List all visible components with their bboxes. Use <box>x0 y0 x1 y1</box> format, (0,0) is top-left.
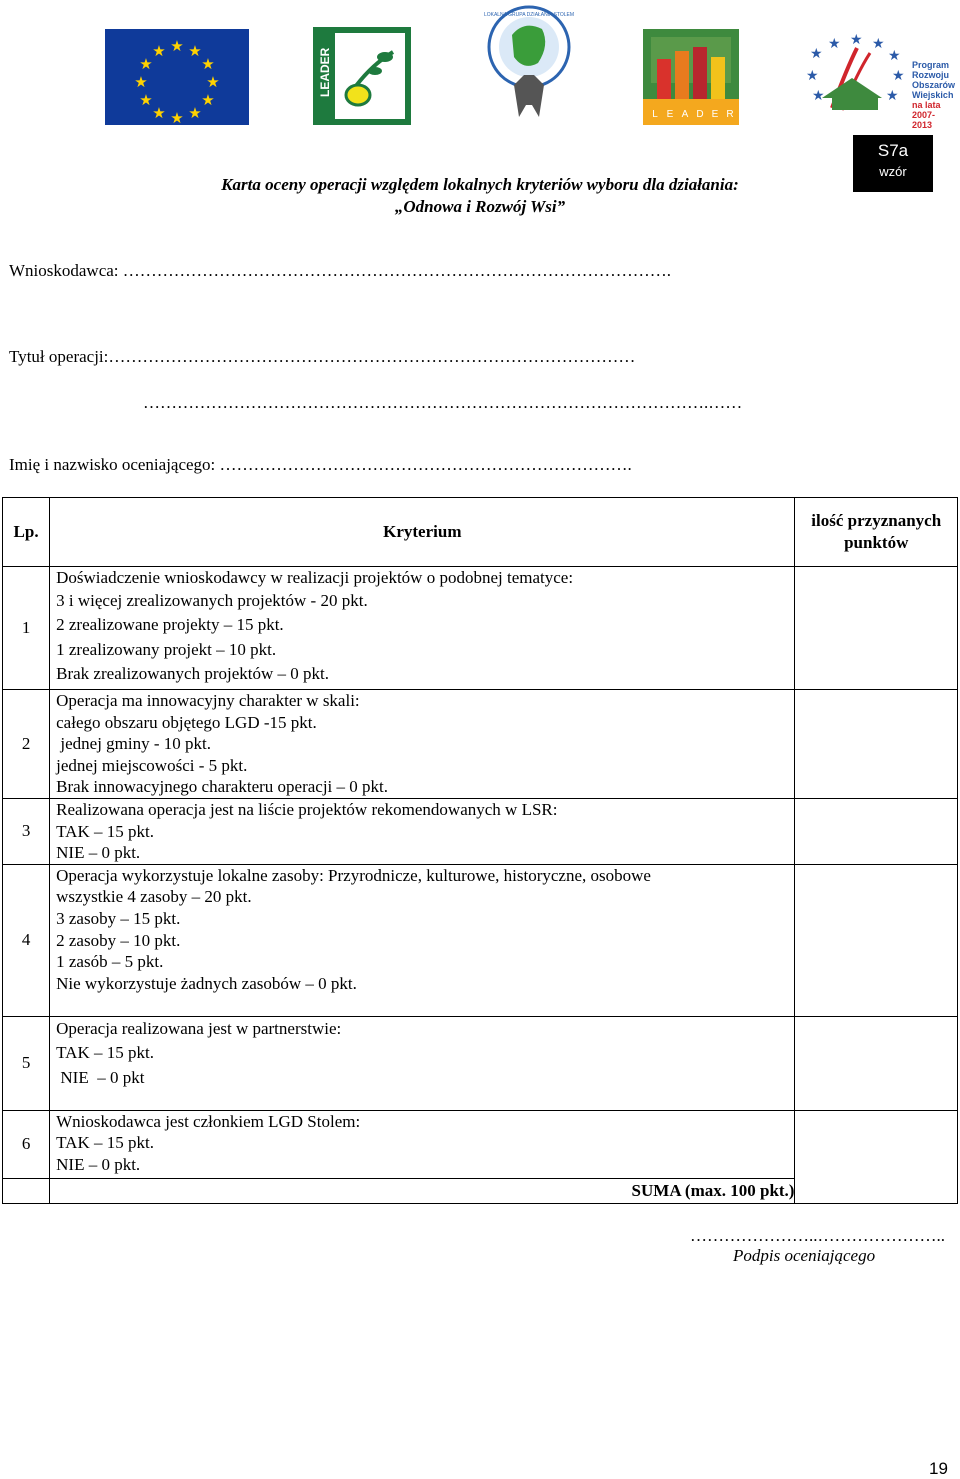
svg-text:★: ★ <box>201 91 215 109</box>
prow-text-line: Rozwoju <box>912 70 949 80</box>
prow-text-line: Wiejskich <box>912 90 954 100</box>
criterion-line: Nie wykorzystuje żadnych zasobów – 0 pkt. <box>56 973 357 993</box>
svg-text:★: ★ <box>828 36 841 52</box>
table-row <box>3 1110 958 1178</box>
criterion-line: Operacja realizowana jest w partnerstwie: <box>56 1018 342 1038</box>
criterion-line: NIE – 0 pkt. <box>56 843 141 863</box>
svg-text:★: ★ <box>850 32 863 48</box>
document-title-line-2: „Odnowa i Rozwój Wsi” <box>394 197 566 216</box>
table-row <box>3 864 958 1016</box>
criterion-line: TAK – 15 pkt. <box>56 1133 154 1153</box>
leader2-letter: L <box>652 109 658 120</box>
criterion-line: Doświadczenie wnioskodawcy w realizacji projektów o podobnej tematyce: <box>56 568 574 587</box>
sum-row-blank <box>3 1178 50 1203</box>
prow-logo-text <box>912 60 955 130</box>
criterion-line: jednej miejscowości - 5 pkt. <box>56 755 248 775</box>
row-number: 6 <box>3 1110 50 1178</box>
prow-logo <box>802 28 956 130</box>
page-number: 19 <box>929 1459 948 1478</box>
svg-text:★: ★ <box>810 46 823 62</box>
row-number: 5 <box>3 1016 50 1110</box>
applicant-field[interactable]: Wnioskodawca: ……………………………………………………………………………………. <box>9 261 672 280</box>
criterion-cell <box>50 798 795 864</box>
criteria-table <box>2 497 958 1204</box>
operation-title-field-continued[interactable]: ……………………………………………………………………………………….…… <box>143 393 743 412</box>
points-input-cell[interactable] <box>795 567 958 690</box>
leader2-letter: R <box>726 109 734 120</box>
eu-flag-logo <box>105 29 249 125</box>
leader-logo <box>313 27 411 125</box>
criterion-line: 3 zasoby – 15 pkt. <box>56 908 181 928</box>
criterion-line: NIE – 0 pkt. <box>56 1154 141 1174</box>
svg-text:★: ★ <box>872 36 885 52</box>
criterion-cell <box>50 1110 795 1178</box>
criterion-cell <box>50 690 795 799</box>
signature-label: Podpis oceniającego <box>733 1246 876 1265</box>
criterion-line: 3 i więcej zrealizowanych projektów - 20 pkt. <box>56 590 368 610</box>
criterion-line: jednej gminy - 10 pkt. <box>56 734 212 754</box>
svg-text:★: ★ <box>812 88 825 104</box>
criterion-line: Brak innowacyjnego charakteru operacji – 0 pkt. <box>56 777 388 797</box>
prow-text-line: Obszarów <box>912 80 956 90</box>
svg-text:★: ★ <box>201 55 215 73</box>
svg-text:★: ★ <box>170 37 184 55</box>
header-points: ilość przyznanych punktów <box>795 498 958 567</box>
svg-text:★: ★ <box>134 73 148 91</box>
row-number: 4 <box>3 864 50 1016</box>
criterion-line: 1 zasób – 5 pkt. <box>56 952 164 972</box>
svg-text:★: ★ <box>139 91 153 109</box>
prow-years: na lata 2007-2013 <box>912 100 941 130</box>
criterion-line: TAK – 15 pkt. <box>56 1043 154 1063</box>
svg-text:★: ★ <box>892 68 905 84</box>
document-title-line-1: Karta oceny operacji względem lokalnych kryteriów wyboru dla działania: <box>221 175 739 194</box>
leader2-letter: A <box>681 109 689 120</box>
table-row <box>3 798 958 864</box>
svg-text:★: ★ <box>139 55 153 73</box>
criterion-line: 2 zrealizowane projekty – 15 pkt. <box>56 615 284 635</box>
criterion-cell <box>50 567 795 690</box>
criterion-line: NIE – 0 pkt <box>56 1067 145 1087</box>
points-input-cell[interactable] <box>795 864 958 1016</box>
points-input-cell[interactable] <box>795 1016 958 1110</box>
criterion-line: Realizowana operacja jest na liście projektów rekomendowanych w LSR: <box>56 799 558 819</box>
svg-text:★: ★ <box>806 68 819 84</box>
svg-text:★: ★ <box>170 109 184 125</box>
svg-text:★: ★ <box>888 48 901 64</box>
criterion-line: TAK – 15 pkt. <box>56 821 154 841</box>
header-criterion: Kryterium <box>50 498 795 567</box>
header-lp: Lp. <box>3 498 50 567</box>
svg-text:★: ★ <box>152 104 166 122</box>
badge-code: S7a <box>877 141 909 160</box>
badge-label: wzór <box>879 164 907 179</box>
points-input-cell[interactable] <box>795 690 958 799</box>
leader2-letter: D <box>696 109 704 120</box>
evaluator-name-field[interactable]: Imię i nazwisko oceniającego: ………………………………………………………………. <box>9 455 632 474</box>
criterion-line: Wnioskodawca jest członkiem LGD Stolem: <box>56 1111 361 1131</box>
points-input-cell[interactable] <box>795 1110 958 1203</box>
leader-logo-text: LEADER <box>318 47 332 97</box>
leader-people-logo <box>643 29 739 125</box>
criterion-line: Brak zrealizowanych projektów – 0 pkt. <box>56 664 329 684</box>
leader2-letter: E <box>666 109 674 120</box>
svg-text:★: ★ <box>206 73 220 91</box>
criterion-line: 1 zrealizowany projekt – 10 pkt. <box>56 639 277 659</box>
prow-text-line: Program <box>912 60 950 70</box>
points-input-cell[interactable] <box>795 798 958 864</box>
svg-text:★: ★ <box>188 42 202 60</box>
lgd-logo-text: LOKALNA GRUPA DZIAŁANIA STOLEM <box>484 12 574 18</box>
table-row <box>3 690 958 799</box>
criterion-line: 2 zasoby – 10 pkt. <box>56 930 181 950</box>
table-row <box>3 1016 958 1110</box>
criterion-line: wszystkie 4 zasoby – 20 pkt. <box>56 887 252 907</box>
leader2-letter: E <box>711 109 719 120</box>
svg-text:★: ★ <box>886 88 899 104</box>
criterion-cell <box>50 1016 795 1110</box>
row-number: 1 <box>3 567 50 690</box>
svg-text:★: ★ <box>152 42 166 60</box>
row-number: 3 <box>3 798 50 864</box>
sum-label: SUMA (max. 100 pkt.) <box>50 1178 795 1203</box>
table-header-row <box>3 498 958 567</box>
svg-text:★: ★ <box>188 104 202 122</box>
table-row <box>3 567 958 690</box>
criterion-line: Operacja ma innowacyjny charakter w skali: <box>56 691 360 710</box>
criterion-line: Operacja wykorzystuje lokalne zasoby: Przyrodnicze, kulturowe, historyczne, osobowe <box>56 865 651 885</box>
criterion-line: całego obszaru objętego LGD -15 pkt. <box>56 712 317 732</box>
signature-line[interactable]: …………………..………………….. <box>690 1226 945 1245</box>
operation-title-field[interactable]: Tytuł operacji:………………………………………………………………………………… <box>9 347 636 366</box>
criterion-cell <box>50 864 795 1016</box>
row-number: 2 <box>3 690 50 799</box>
lgd-stolem-logo <box>484 5 574 125</box>
